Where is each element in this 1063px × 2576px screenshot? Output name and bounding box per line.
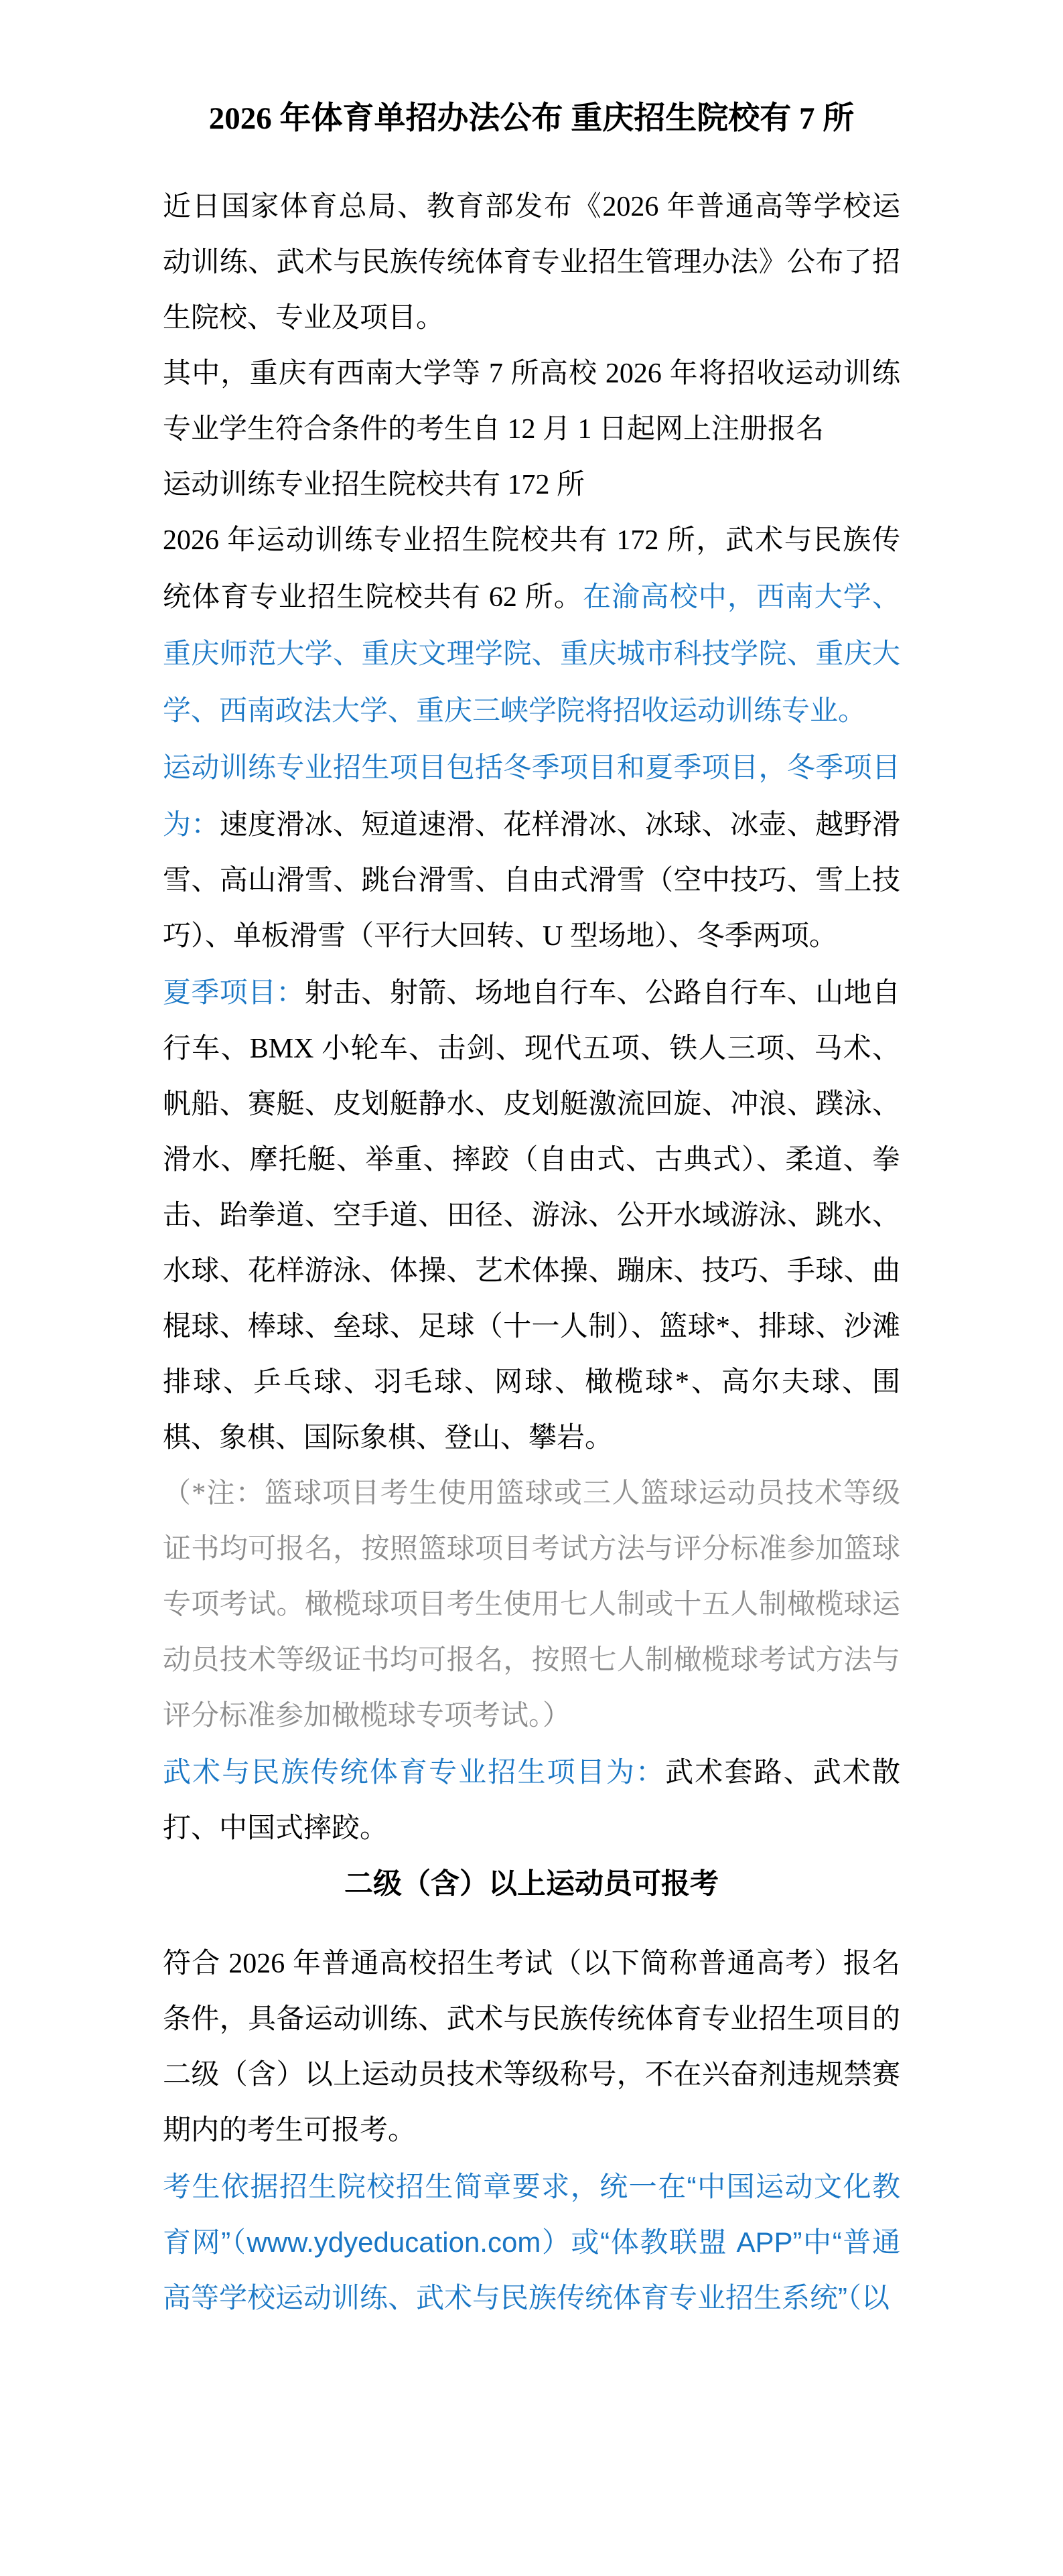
registration-text-before-url: 考生依据招生院校招生简章要求，统一在“中国运动文化教育网”（ — [163, 2171, 900, 2258]
schools-paragraph — [163, 513, 900, 739]
wushu-events-paragraph — [163, 1744, 900, 1857]
summer-events-label: 夏季项目： — [163, 977, 305, 1008]
asterisk-note-paragraph: （*注：篮球项目考生使用篮球或三人篮球运动员技术等级证书均可报名，按照篮球项目考试方法与评分标准参加篮球专项考试。橄榄球项目考生使用七人制或十五人制橄榄球运动员技术等级证书均可报名，按照七人制橄榄球考试方法与评分标准参加橄榄球专项考试。） — [163, 1478, 900, 1731]
winter-events-label: 运动训练专业招生项目包括冬季项目和夏季项目，冬季项目为： — [163, 752, 900, 840]
chongqing-schools-list: 在渝高校中，西南大学、重庆师范大学、重庆文理学院、重庆城市科技学院、重庆大学、西南政法大学、重庆三峡学院将招收运动训练专业。 — [163, 581, 900, 726]
intro-paragraph-2: 其中，重庆有西南大学等 7 所高校 2026 年将招收运动训练专业学生符合条件的考生自 12 月 1 日起网上注册报名 — [163, 358, 900, 445]
article-title: 2026 年体育单招办法公布 重庆招生院校有 7 所 — [208, 101, 855, 136]
registration-text-after-url: ）或“体教联盟 APP”中“普通高等学校运动训练、武术与民族传统体育专业招生系统”（以 — [163, 2226, 900, 2313]
registration-paragraph — [163, 2159, 900, 2325]
intro-paragraph-3: 运动训练专业招生院校共有 172 所 — [163, 470, 585, 500]
website-url: www.ydyeducation.com — [246, 2226, 541, 2258]
summer-events-paragraph — [163, 964, 900, 1466]
winter-events-paragraph — [163, 739, 900, 964]
wushu-events-list: 武术套路、武术散打、中国式摔跤。 — [163, 1758, 900, 1844]
wushu-events-label: 武术与民族传统体育专业招生项目为： — [163, 1756, 666, 1788]
intro-paragraph-1: 近日国家体育总局、教育部发布《2026 年普通高等学校运动训练、武术与民族传统体育专业招生管理办法》公布了招生院校、专业及项目。 — [163, 192, 900, 334]
eligibility-paragraph: 符合 2026 年普通高校招生考试（以下简称普通高考）报名条件，具备运动训练、武术与民族传统体育专业招生项目的二级（含）以上运动员技术等级称号，不在兴奋剂违规禁赛期内的考生可报考。 — [163, 1948, 900, 2146]
schools-count-text: 2026 年运动训练专业招生院校共有 172 所，武术与民族传统体育专业招生院校共有 62 所。 — [163, 525, 900, 613]
winter-events-list: 速度滑冰、短道速滑、花样滑冰、冰球、冰壶、越野滑雪、高山滑雪、跳台滑雪、自由式滑雪（空中技巧、雪上技巧）、单板滑雪（平行大回转、U 型场地）、冬季两项。 — [163, 810, 900, 952]
summer-events-list: 射击、射箭、场地自行车、公路自行车、山地自行车、BMX 小轮车、击剑、现代五项、铁人三项、马术、帆船、赛艇、皮划艇静水、皮划艇激流回旋、冲浪、蹼泳、滑水、摩托艇、举重、摔跤（自由式、古典式）、柔道、拳击、跆拳道、空手道、田径、游泳、公开水域游泳、跳水、水球、花样游泳、体操、艺术体操、蹦床、技巧、手球、曲棍球、棒球、垒球、足球（十一人制）、篮球*、排球、沙滩排球、乒乓球、羽毛球、网球、橄榄球*、高尔夫球、围棋、象棋、国际象棋、登山、攀岩。 — [163, 978, 900, 1453]
eligibility-subheading: 二级（含）以上运动员可报考 — [344, 1869, 719, 1900]
